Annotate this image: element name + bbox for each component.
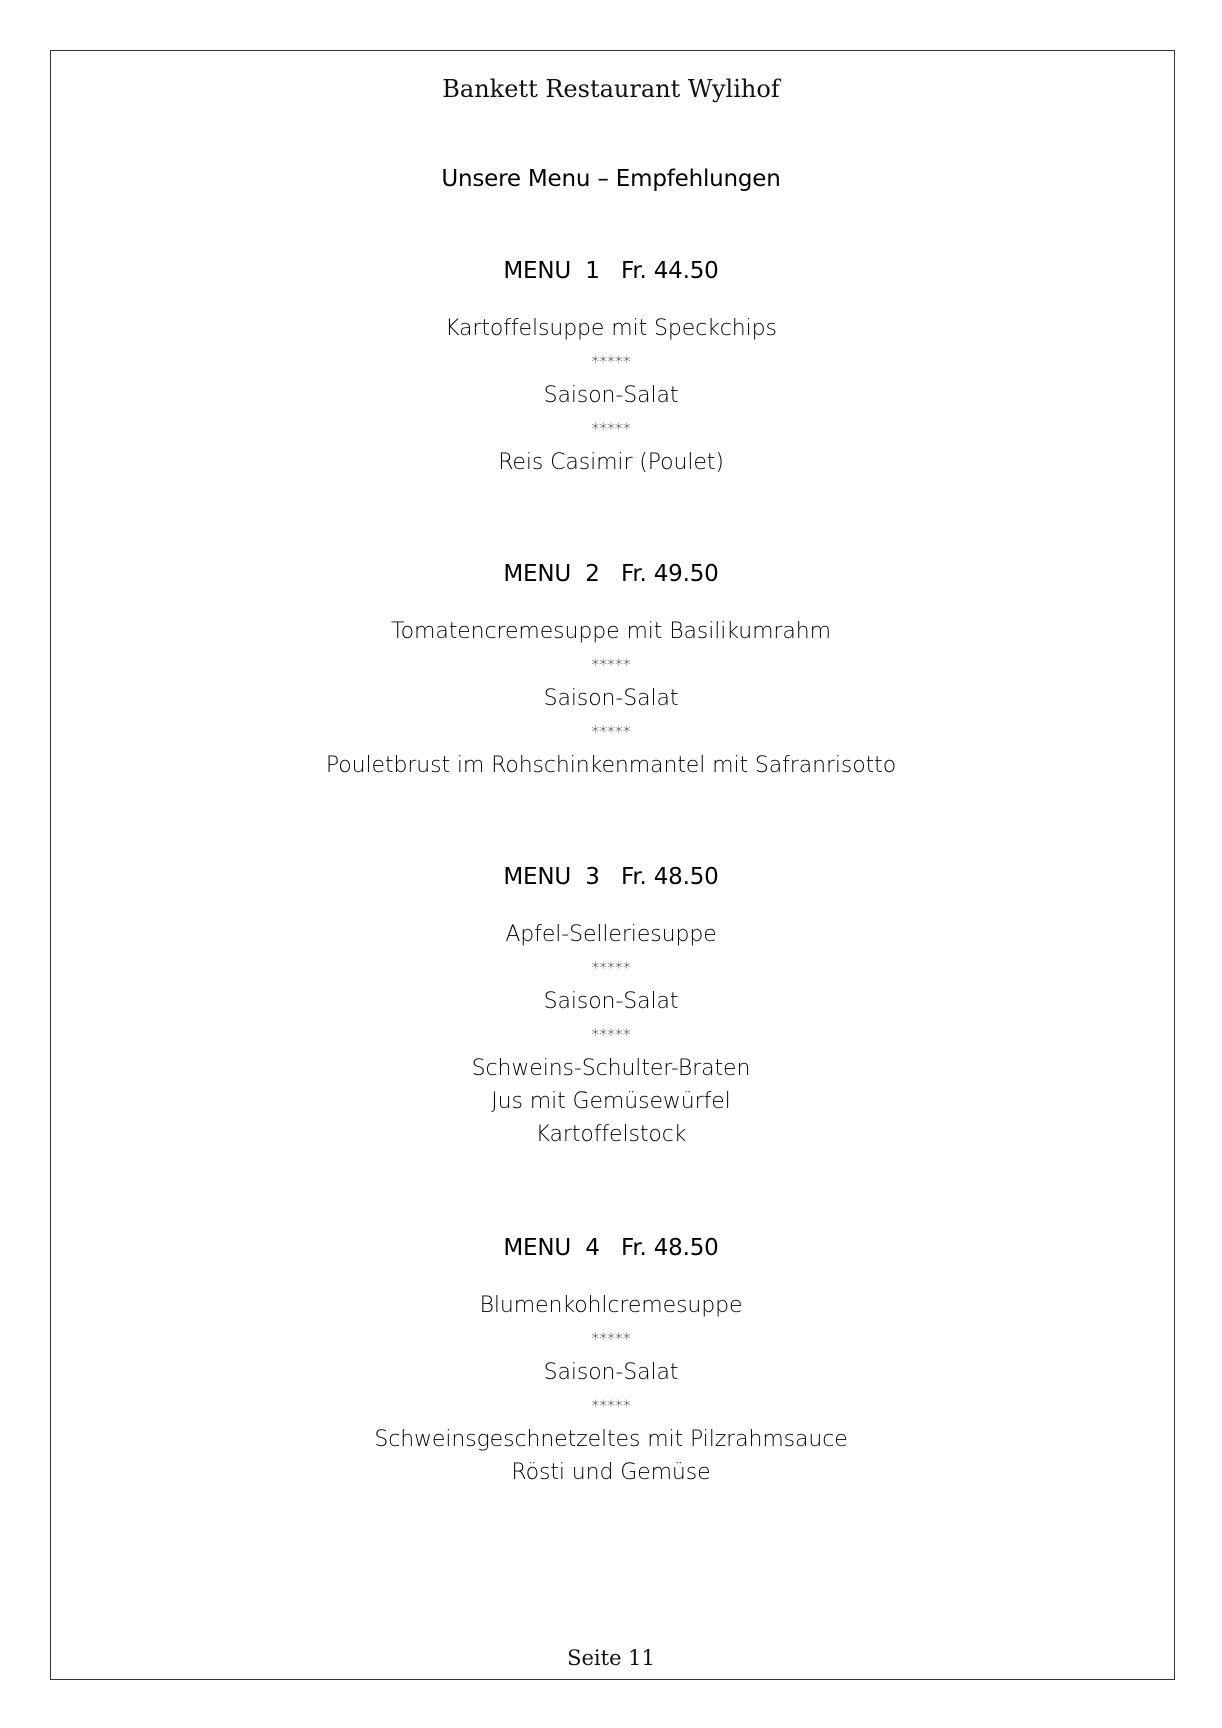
course-separator: ***** <box>591 1025 631 1044</box>
menu-3 <box>0 864 1222 1151</box>
menu-2 <box>0 561 1222 782</box>
course-item: Tomatencremesuppe mit Basilikumrahm <box>391 619 831 644</box>
course-item: Rösti und Gemüse <box>511 1460 711 1485</box>
menu-courses <box>0 615 1222 782</box>
course-item: Kartoffelsuppe mit Speckchips <box>445 316 777 341</box>
course-item: Blumenkohlcremesuppe <box>479 1293 743 1318</box>
page-number: Seite 11 <box>567 1646 655 1670</box>
menu-courses <box>0 918 1222 1151</box>
course-item: Saison-Salat <box>543 383 679 408</box>
course-separator: ***** <box>591 1329 631 1348</box>
course-item: Kartoffelstock <box>535 1122 687 1147</box>
course-item: Schweins-Schulter-Braten <box>471 1056 751 1081</box>
menu-heading: MENU 3 Fr. 48.50 <box>503 864 719 890</box>
course-item: Saison-Salat <box>543 686 679 711</box>
course-separator: ***** <box>591 958 631 977</box>
course-item: Jus mit Gemüsewürfel <box>491 1089 731 1114</box>
course-item: Saison-Salat <box>543 1360 679 1385</box>
menu-heading: MENU 2 Fr. 49.50 <box>503 561 719 587</box>
menu-heading: MENU 4 Fr. 48.50 <box>503 1235 719 1261</box>
menu-1 <box>0 258 1222 479</box>
section-title: Unsere Menu – Empfehlungen <box>441 166 781 192</box>
course-item: Saison-Salat <box>543 989 679 1014</box>
restaurant-title: Bankett Restaurant Wylihof <box>442 75 780 103</box>
menu-heading: MENU 1 Fr. 44.50 <box>503 258 719 284</box>
course-item: Reis Casimir (Poulet) <box>498 450 724 475</box>
menu-courses <box>0 1289 1222 1489</box>
course-separator: ***** <box>591 419 631 438</box>
menu-courses <box>0 312 1222 479</box>
course-separator: ***** <box>591 655 631 674</box>
course-separator: ***** <box>591 722 631 741</box>
course-separator: ***** <box>591 1396 631 1415</box>
menu-4 <box>0 1235 1222 1489</box>
course-item: Apfel-Selleriesuppe <box>505 922 717 947</box>
course-item: Schweinsgeschnetzeltes mit Pilzrahmsauce <box>374 1427 848 1452</box>
course-separator: ***** <box>591 352 631 371</box>
course-item: Pouletbrust im Rohschinkenmantel mit Safranrisotto <box>325 753 897 778</box>
